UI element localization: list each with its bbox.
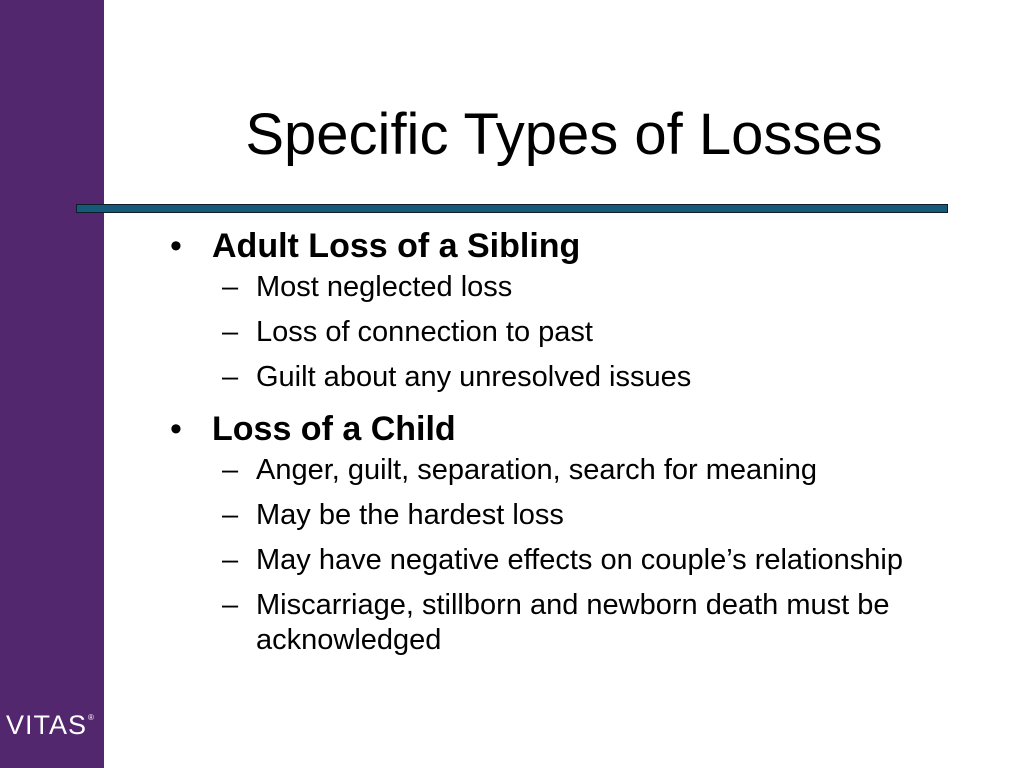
dash-marker: – bbox=[222, 361, 239, 393]
registered-mark: ® bbox=[88, 713, 94, 722]
subitem-text: Loss of connection to past bbox=[256, 316, 593, 348]
subitem bbox=[168, 453, 968, 488]
subitem bbox=[168, 588, 968, 658]
bullet-dot: • bbox=[170, 227, 182, 265]
logo-text: VITAS bbox=[6, 710, 88, 740]
vitas-logo bbox=[6, 712, 94, 739]
subitem bbox=[168, 315, 968, 350]
bullet-item bbox=[168, 222, 968, 270]
bullet-item bbox=[168, 405, 968, 453]
dash-marker: – bbox=[222, 499, 239, 531]
slide-title: Specific Types of Losses bbox=[245, 102, 883, 167]
subitem-text: Miscarriage, stillborn and newborn death must be acknowledged bbox=[256, 589, 890, 656]
sidebar-band bbox=[0, 0, 104, 768]
dash-marker: – bbox=[222, 544, 239, 576]
subitem bbox=[168, 498, 968, 533]
subitem-list bbox=[168, 270, 968, 395]
subitem bbox=[168, 360, 968, 395]
dash-marker: – bbox=[222, 271, 239, 303]
dash-marker: – bbox=[222, 589, 239, 621]
dash-marker: – bbox=[222, 454, 239, 486]
subitem bbox=[168, 543, 968, 578]
subitem-text: May have negative effects on couple’s relationship bbox=[256, 544, 904, 576]
subitem-text: Guilt about any unresolved issues bbox=[256, 361, 692, 393]
bullet-label: Adult Loss of a Sibling bbox=[212, 227, 581, 265]
title-divider bbox=[76, 204, 948, 213]
bullet-dot: • bbox=[170, 410, 182, 448]
subitem bbox=[168, 270, 968, 305]
subitem-list bbox=[168, 453, 968, 658]
subitem-text: May be the hardest loss bbox=[256, 499, 564, 531]
bullet-label: Loss of a Child bbox=[212, 410, 456, 448]
dash-marker: – bbox=[222, 316, 239, 348]
subitem-text: Most neglected loss bbox=[256, 271, 513, 303]
subitem-text: Anger, guilt, separation, search for meaning bbox=[256, 454, 817, 486]
slide-content bbox=[168, 222, 968, 668]
